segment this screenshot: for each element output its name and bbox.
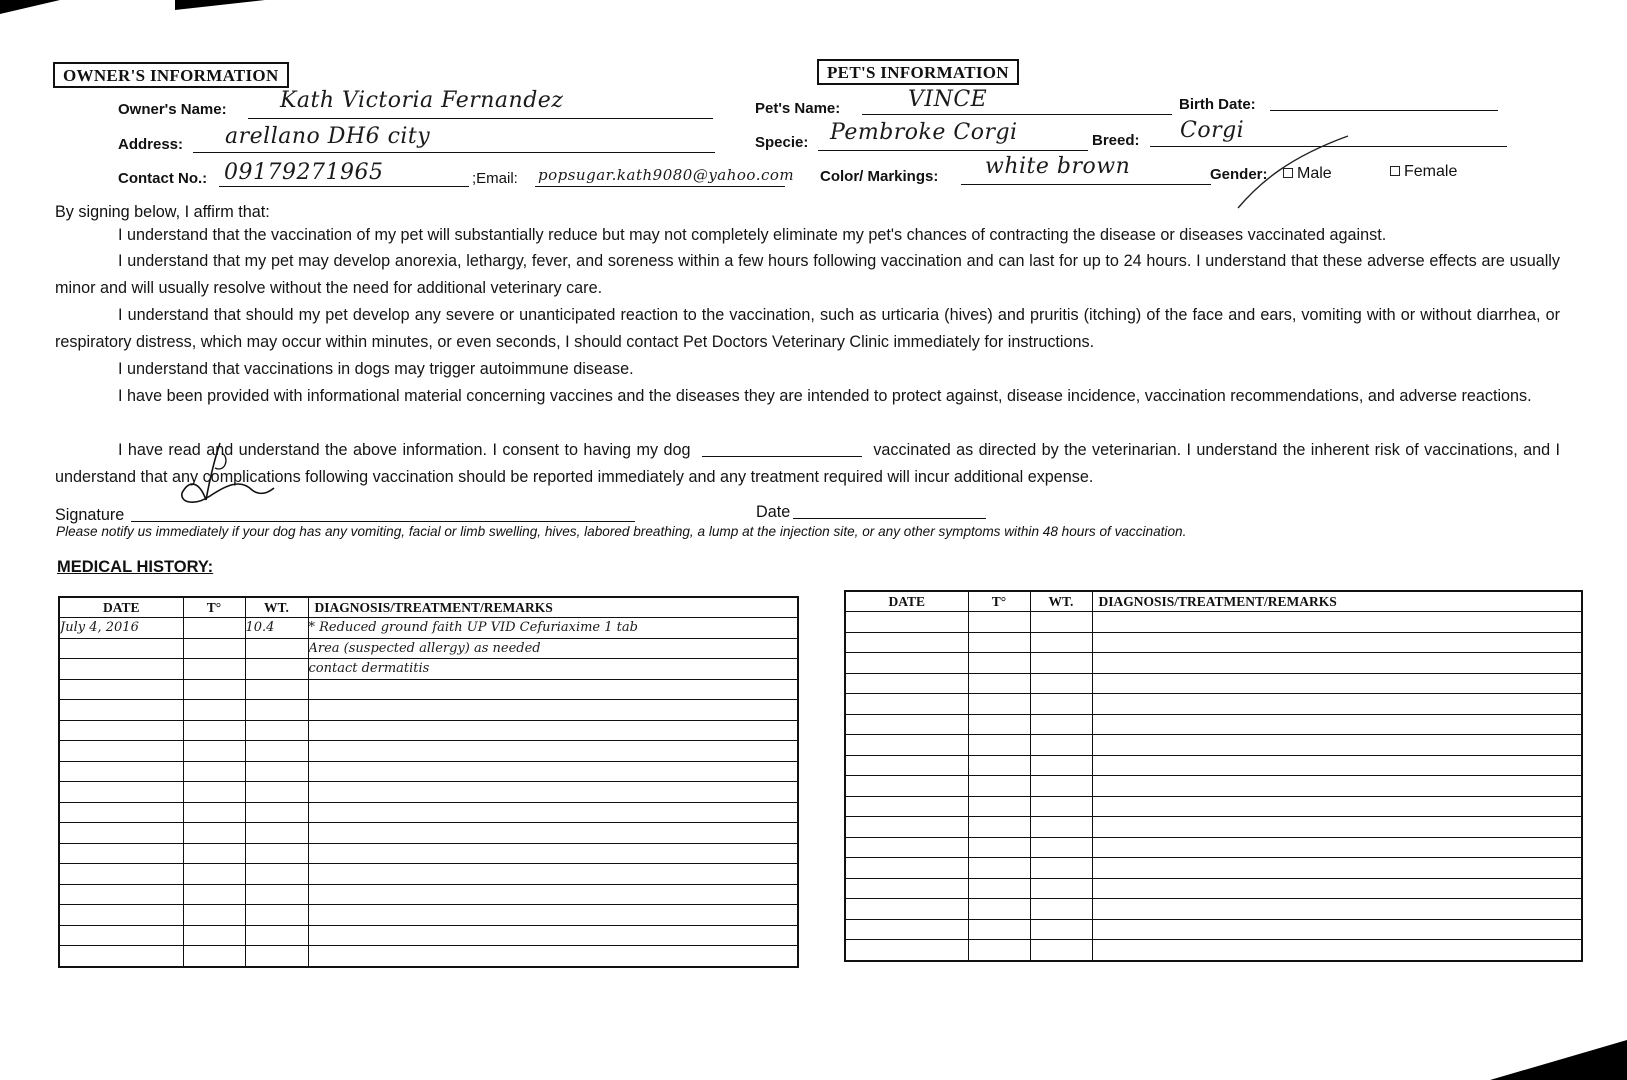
temp-cell[interactable]: [183, 864, 245, 885]
weight-cell[interactable]: [1030, 653, 1092, 674]
owner-name-label: Owner's Name:: [118, 101, 227, 118]
date-cell[interactable]: [845, 940, 968, 961]
date-cell[interactable]: [845, 694, 968, 715]
signature-line: [131, 521, 635, 522]
col-date: DATE: [59, 597, 183, 618]
table-row: [845, 858, 1582, 879]
table-row: [59, 741, 798, 762]
gender-female-option[interactable]: [1390, 163, 1457, 181]
consent-paragraph-2: I understand that my pet may develop anorexia, lethargy, fever, and soreness within a few hours following vaccination and can last for up to 24 hours. I understand that these adverse effects are usually minor and will usually resolve without the need for additional veterinary care.: [55, 252, 1560, 297]
date-cell[interactable]: [845, 755, 968, 776]
temp-cell[interactable]: [183, 823, 245, 844]
weight-cell[interactable]: [245, 782, 308, 803]
weight-cell[interactable]: [1030, 632, 1092, 653]
table-row: [59, 884, 798, 905]
weight-cell[interactable]: [245, 638, 308, 659]
table-row: [845, 755, 1582, 776]
col-weight: WT.: [245, 597, 308, 618]
diagnosis-cell[interactable]: [1092, 612, 1582, 633]
signature-scribble: [170, 438, 280, 518]
diagnosis-cell[interactable]: [1092, 796, 1582, 817]
contact-label: Contact No.:: [118, 170, 208, 187]
temp-cell[interactable]: [968, 755, 1030, 776]
weight-cell[interactable]: [245, 925, 308, 946]
date-cell[interactable]: [59, 946, 183, 967]
date-cell[interactable]: [59, 905, 183, 926]
date-cell[interactable]: [845, 899, 968, 920]
temp-cell[interactable]: [968, 940, 1030, 961]
owner-name-line: [248, 118, 713, 119]
diagnosis-cell[interactable]: [1092, 817, 1582, 838]
diagnosis-cell[interactable]: [1092, 653, 1582, 674]
date-cell[interactable]: [845, 612, 968, 633]
col-diagnosis: DIAGNOSIS/TREATMENT/REMARKS: [308, 597, 798, 618]
consent-paragraph-4: I understand that vaccinations in dogs may trigger autoimmune disease.: [118, 360, 634, 378]
diagnosis-cell[interactable]: [308, 741, 798, 762]
contact-line: [219, 186, 469, 187]
temp-cell[interactable]: [183, 761, 245, 782]
table-row: [845, 776, 1582, 797]
medical-history-title: MEDICAL HISTORY:: [57, 558, 214, 576]
temp-cell[interactable]: [183, 638, 245, 659]
medical-history-table-right: [844, 590, 1583, 962]
table-row: [845, 796, 1582, 817]
diagnosis-cell[interactable]: contact dermatitis: [308, 659, 798, 680]
diagnosis-cell[interactable]: [308, 823, 798, 844]
table-row: [59, 679, 798, 700]
diagnosis-cell[interactable]: [1092, 837, 1582, 858]
weight-cell[interactable]: [1030, 694, 1092, 715]
temp-cell[interactable]: [968, 796, 1030, 817]
table-header-row: [845, 591, 1582, 612]
temp-cell[interactable]: [968, 632, 1030, 653]
owner-name-value[interactable]: Kath Victoria Fernandez: [280, 88, 564, 113]
weight-cell[interactable]: [1030, 817, 1092, 838]
diagnosis-cell[interactable]: [308, 700, 798, 721]
date-cell[interactable]: [845, 919, 968, 940]
scan-corner-top-mid: [175, 0, 265, 10]
date-cell[interactable]: [59, 638, 183, 659]
diagnosis-cell[interactable]: [1092, 632, 1582, 653]
temp-cell[interactable]: [183, 659, 245, 680]
consent-intro: By signing below, I affirm that:: [55, 203, 270, 221]
date-cell[interactable]: [845, 714, 968, 735]
contact-value[interactable]: 09179271965: [224, 160, 384, 185]
female-checkbox[interactable]: [1390, 166, 1400, 176]
weight-cell[interactable]: [245, 720, 308, 741]
col-temp: T°: [183, 597, 245, 618]
table-row: [59, 782, 798, 803]
table-row: [845, 940, 1582, 961]
weight-cell[interactable]: [245, 802, 308, 823]
table-row: [845, 653, 1582, 674]
weight-cell[interactable]: [245, 679, 308, 700]
table-row: [845, 714, 1582, 735]
breed-value[interactable]: Corgi: [1180, 118, 1245, 143]
temp-cell[interactable]: [968, 899, 1030, 920]
date-cell[interactable]: [59, 925, 183, 946]
diagnosis-cell[interactable]: [308, 679, 798, 700]
date-cell[interactable]: [845, 837, 968, 858]
email-line: [535, 186, 785, 187]
col-temp: T°: [968, 591, 1030, 612]
diagnosis-cell[interactable]: [308, 720, 798, 741]
diagnosis-cell[interactable]: [308, 905, 798, 926]
female-label: Female: [1404, 163, 1458, 180]
owner-info-header: OWNER'S INFORMATION: [53, 62, 289, 88]
consent-paragraph-6: I have read and understand the above information. I consent to having my dog vaccinated as directed by the veterinarian. I understand the inherent risk of vaccinations, and I understand that any complications following vaccination should be reported immediately and any treatment required will incur additional expense.: [55, 441, 1561, 486]
temp-cell[interactable]: [968, 612, 1030, 633]
temp-cell[interactable]: [183, 618, 245, 639]
diagnosis-cell[interactable]: [308, 843, 798, 864]
table-row: [59, 905, 798, 926]
date-cell[interactable]: July 4, 2016: [59, 618, 183, 639]
pet-name-value[interactable]: VINCE: [908, 87, 988, 112]
temp-cell[interactable]: [183, 925, 245, 946]
temp-cell[interactable]: [183, 720, 245, 741]
weight-cell[interactable]: [245, 946, 308, 967]
diagnosis-cell[interactable]: Area (suspected allergy) as needed: [308, 638, 798, 659]
weight-cell[interactable]: [245, 741, 308, 762]
table-row: [845, 837, 1582, 858]
temp-cell[interactable]: [968, 735, 1030, 756]
diagnosis-cell[interactable]: [1092, 694, 1582, 715]
weight-cell[interactable]: [245, 659, 308, 680]
temp-cell[interactable]: [968, 653, 1030, 674]
dog-name-blank[interactable]: [702, 442, 862, 457]
weight-cell[interactable]: [245, 823, 308, 844]
table-row: [59, 843, 798, 864]
table-row: [59, 618, 798, 639]
weight-cell[interactable]: [245, 843, 308, 864]
signature-label: Signature: [55, 506, 125, 524]
color-markings-value[interactable]: white brown: [985, 154, 1131, 179]
pet-name-line: [862, 114, 1172, 115]
date-cell[interactable]: [59, 700, 183, 721]
weight-cell[interactable]: [1030, 940, 1092, 961]
medical-history-table-left: [58, 596, 799, 968]
temp-cell[interactable]: [968, 714, 1030, 735]
temp-cell[interactable]: [968, 919, 1030, 940]
table-row: [59, 720, 798, 741]
weight-cell[interactable]: [1030, 755, 1092, 776]
date-cell[interactable]: [59, 782, 183, 803]
pet-info-header: PET'S INFORMATION: [817, 59, 1019, 85]
birth-date-label: Birth Date:: [1179, 96, 1256, 113]
table-row: [59, 659, 798, 680]
diagnosis-cell[interactable]: [308, 884, 798, 905]
specie-line: [818, 150, 1088, 151]
date-cell[interactable]: [845, 653, 968, 674]
weight-cell[interactable]: 10.4: [245, 618, 308, 639]
email-value[interactable]: popsugar.kath9080@yahoo.com: [538, 166, 795, 184]
breed-label: Breed:: [1092, 132, 1140, 149]
weight-cell[interactable]: [1030, 858, 1092, 879]
date-cell[interactable]: [59, 761, 183, 782]
date-line: [793, 518, 986, 519]
consent-paragraph-5: I have been provided with informational material concerning vaccines and the diseases they are intended to protect against, disease incidence, vaccination recommendations, and adverse reactions.: [118, 387, 1532, 405]
gender-pen-stroke: [1230, 132, 1360, 212]
diagnosis-cell[interactable]: [308, 946, 798, 967]
weight-cell[interactable]: [1030, 919, 1092, 940]
weight-cell[interactable]: [1030, 673, 1092, 694]
temp-cell[interactable]: [183, 700, 245, 721]
date-cell[interactable]: [59, 864, 183, 885]
table-row: [59, 864, 798, 885]
specie-value[interactable]: Pembroke Corgi: [830, 120, 1018, 145]
diagnosis-cell[interactable]: [308, 802, 798, 823]
temp-cell[interactable]: [183, 905, 245, 926]
gender-label: Gender:: [1210, 166, 1268, 183]
date-cell[interactable]: [845, 817, 968, 838]
temp-cell[interactable]: [968, 694, 1030, 715]
weight-cell[interactable]: [1030, 612, 1092, 633]
table-row: [845, 612, 1582, 633]
table-row: [59, 638, 798, 659]
weight-cell[interactable]: [245, 761, 308, 782]
temp-cell[interactable]: [968, 858, 1030, 879]
consent-paragraph-3: I understand that should my pet develop any severe or unanticipated reaction to the vaccination, such as urticaria (hives) and pruritis (itching) of the face and ears, vomiting with or without diarrhea, or respiratory distress, which may occur within minutes, or even seconds, I should contact Pet Doctors Veterinary Clinic immediately for instructions.: [55, 306, 1560, 351]
temp-cell[interactable]: [968, 837, 1030, 858]
temp-cell[interactable]: [183, 884, 245, 905]
table-row: [845, 919, 1582, 940]
color-markings-line: [961, 184, 1211, 185]
diagnosis-cell[interactable]: [308, 864, 798, 885]
male-label: Male: [1297, 165, 1332, 182]
temp-cell[interactable]: [968, 776, 1030, 797]
temp-cell[interactable]: [183, 946, 245, 967]
email-label: ;Email:: [472, 170, 518, 187]
weight-cell[interactable]: [245, 884, 308, 905]
temp-cell[interactable]: [183, 679, 245, 700]
diagnosis-cell[interactable]: [308, 925, 798, 946]
diagnosis-cell[interactable]: [1092, 714, 1582, 735]
weight-cell[interactable]: [1030, 837, 1092, 858]
weight-cell[interactable]: [1030, 878, 1092, 899]
table-row: [59, 823, 798, 844]
color-markings-label: Color/ Markings:: [820, 168, 939, 185]
table-row: [59, 925, 798, 946]
date-cell[interactable]: [845, 673, 968, 694]
table-row: [845, 878, 1582, 899]
date-cell[interactable]: [59, 659, 183, 680]
weight-cell[interactable]: [1030, 776, 1092, 797]
date-cell[interactable]: [845, 796, 968, 817]
table-row: [59, 946, 798, 967]
date-cell[interactable]: [845, 776, 968, 797]
diagnosis-cell[interactable]: [1092, 878, 1582, 899]
col-weight: WT.: [1030, 591, 1092, 612]
address-label: Address:: [118, 136, 184, 153]
table-row: [845, 817, 1582, 838]
date-cell[interactable]: [845, 735, 968, 756]
date-cell[interactable]: [59, 884, 183, 905]
diagnosis-cell[interactable]: [1092, 858, 1582, 879]
temp-cell[interactable]: [968, 817, 1030, 838]
diagnosis-cell[interactable]: [308, 761, 798, 782]
temp-cell[interactable]: [183, 782, 245, 803]
table-row: [845, 673, 1582, 694]
diagnosis-cell[interactable]: [1092, 673, 1582, 694]
date-cell[interactable]: [59, 843, 183, 864]
address-value[interactable]: arellano DH6 city: [225, 124, 431, 149]
address-line: [193, 152, 715, 153]
weight-cell[interactable]: [1030, 714, 1092, 735]
weight-cell[interactable]: [1030, 796, 1092, 817]
weight-cell[interactable]: [245, 864, 308, 885]
diagnosis-cell[interactable]: [1092, 755, 1582, 776]
date-cell[interactable]: [59, 720, 183, 741]
date-label: Date: [756, 503, 791, 521]
temp-cell[interactable]: [968, 673, 1030, 694]
table-row: [59, 700, 798, 721]
date-cell[interactable]: [59, 823, 183, 844]
diagnosis-cell[interactable]: [1092, 940, 1582, 961]
temp-cell[interactable]: [183, 741, 245, 762]
table-row: [59, 761, 798, 782]
date-cell[interactable]: [59, 679, 183, 700]
diagnosis-cell[interactable]: [1092, 919, 1582, 940]
date-cell[interactable]: [59, 741, 183, 762]
birth-date-line: [1270, 110, 1498, 111]
diagnosis-cell[interactable]: * Reduced ground faith UP VID Cefuriaxime 1 tab: [308, 618, 798, 639]
col-date: DATE: [845, 591, 968, 612]
table-header-row: [59, 597, 798, 618]
weight-cell[interactable]: [245, 905, 308, 926]
date-cell[interactable]: [845, 878, 968, 899]
diagnosis-cell[interactable]: [1092, 735, 1582, 756]
weight-cell[interactable]: [245, 700, 308, 721]
scan-corner-top-left: [0, 0, 60, 14]
scan-corner-bottom-right: [1490, 1040, 1627, 1080]
table-row: [845, 694, 1582, 715]
diagnosis-cell[interactable]: [1092, 899, 1582, 920]
table-row: [845, 899, 1582, 920]
post-vaccination-notice: Please notify us immediately if your dog has any vomiting, facial or limb swelling, hives, labored breathing, a lump at the injection site, or any other symptoms within 48 hours of vaccination.: [56, 524, 1187, 539]
table-row: [59, 802, 798, 823]
table-row: [845, 735, 1582, 756]
pet-name-label: Pet's Name:: [755, 100, 841, 117]
temp-cell[interactable]: [183, 802, 245, 823]
consent-paragraph-1: I understand that the vaccination of my pet will substantially reduce but may not completely eliminate my pet's chances of contracting the disease or diseases vaccinated against.: [118, 226, 1387, 244]
temp-cell[interactable]: [183, 843, 245, 864]
date-cell[interactable]: [59, 802, 183, 823]
date-cell[interactable]: [845, 858, 968, 879]
temp-cell[interactable]: [968, 878, 1030, 899]
table-row: [845, 632, 1582, 653]
weight-cell[interactable]: [1030, 735, 1092, 756]
col-diagnosis: DIAGNOSIS/TREATMENT/REMARKS: [1092, 591, 1582, 612]
weight-cell[interactable]: [1030, 899, 1092, 920]
date-cell[interactable]: [845, 632, 968, 653]
diagnosis-cell[interactable]: [1092, 776, 1582, 797]
diagnosis-cell[interactable]: [308, 782, 798, 803]
specie-label: Specie:: [755, 134, 809, 151]
